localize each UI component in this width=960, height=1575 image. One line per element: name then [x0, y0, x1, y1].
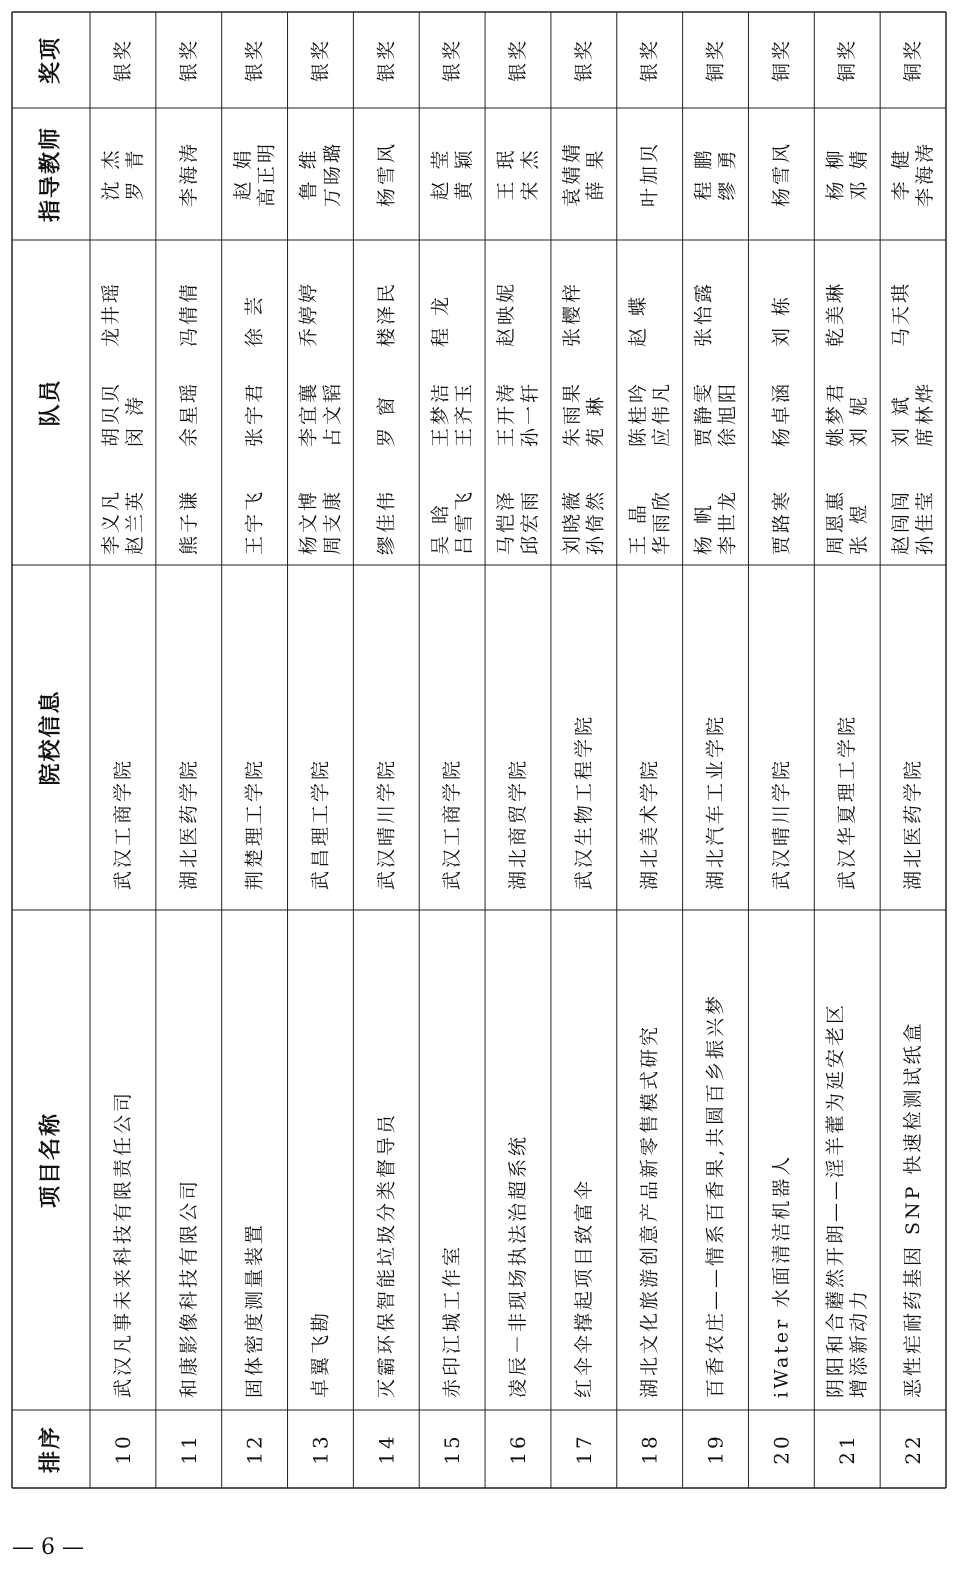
advisor-name: 鲁 维 — [297, 147, 320, 201]
school-name: 武汉生物工程学院 — [572, 713, 595, 890]
member-name: 张宇君 — [243, 380, 266, 447]
member-name: 朱雨果 — [560, 380, 583, 447]
header-project: 项目名称 — [38, 1111, 64, 1209]
advisor-name: 邓 婧 — [848, 147, 871, 201]
table-row — [693, 38, 739, 1465]
rank-cell: 11 — [176, 1433, 201, 1465]
rank-cell: 13 — [308, 1433, 333, 1465]
member-name: 苑 琳 — [584, 393, 607, 447]
member-name: 贾静雯 — [692, 380, 715, 447]
table-row — [824, 38, 870, 1465]
advisor-name: 宋 杰 — [518, 147, 541, 201]
school-name: 湖北美术学院 — [638, 757, 661, 890]
project-name: 百香农庄——情系百香果,共圆百乡振兴梦 — [704, 992, 727, 1398]
project-name: 红伞伞撑起项目致富伞 — [572, 1177, 595, 1398]
member-name: 徐旭阳 — [716, 380, 739, 447]
header-school: 院校信息 — [38, 689, 64, 786]
member-name: 李世龙 — [716, 488, 739, 555]
rank-cell: 21 — [835, 1433, 860, 1465]
project-name: 阴阳和合蘑然开朗——淫羊藿为延安老区 — [824, 1001, 847, 1398]
member-name: 熊子谦 — [177, 488, 200, 555]
member-name: 周恩惠 — [824, 488, 847, 555]
project-name: 湖北文化旅游创意产品新零售模式研究 — [638, 1023, 661, 1398]
member-name: 刘 斌 — [890, 393, 913, 447]
advisor-name: 万旸璐 — [321, 140, 344, 208]
member-name: 马天琪 — [890, 280, 913, 347]
advisor-name: 杨雪风 — [375, 140, 398, 208]
member-name: 刘 栋 — [770, 293, 793, 347]
member-name: 席林烨 — [913, 380, 936, 447]
project-name: 凌辰－非现场执法治超系统 — [507, 1133, 529, 1398]
table-row — [374, 38, 398, 1465]
rank-cell: 19 — [703, 1433, 728, 1465]
project-name: 卓翼飞勘 — [309, 1309, 332, 1398]
member-name: 占文韬 — [321, 380, 344, 447]
member-name: 王梦洁 — [429, 380, 452, 447]
member-name: 孙佳莹 — [913, 488, 936, 555]
advisor-name: 李 健 — [890, 147, 913, 201]
table-row — [495, 38, 541, 1465]
rank-cell: 17 — [571, 1433, 596, 1465]
advisor-name: 袁婧婧 — [560, 140, 583, 208]
member-name: 赵兰英 — [123, 488, 146, 555]
school-name: 湖北商贸学院 — [507, 757, 529, 890]
page-number: — 6 — — [12, 1535, 84, 1560]
project-name: 灭霸环保智能垃圾分类督导员 — [375, 1111, 398, 1398]
table-grid — [12, 12, 946, 1488]
school-name: 武汉工商学院 — [111, 757, 134, 890]
table-row — [298, 38, 344, 1465]
table-row — [890, 38, 936, 1465]
member-name: 程 龙 — [429, 293, 452, 347]
member-name: 李宜襄 — [297, 380, 320, 447]
member-name: 冯倩倩 — [177, 280, 200, 347]
table-header-row — [38, 36, 64, 1473]
advisor-name: 黄 颖 — [453, 147, 476, 201]
member-name: 王齐玉 — [453, 380, 476, 447]
school-name: 武汉华夏理工学院 — [836, 713, 859, 890]
member-name: 孙倚然 — [584, 488, 607, 555]
award-cell: 银奖 — [309, 37, 332, 83]
award-cell: 铜奖 — [902, 37, 925, 83]
award-cell: 银奖 — [507, 37, 529, 83]
advisor-name: 罗 青 — [123, 147, 146, 201]
header-award: 奖项 — [38, 35, 64, 85]
school-name: 湖北医药学院 — [902, 757, 925, 890]
award-cell: 铜奖 — [704, 37, 727, 83]
member-name: 杨 帆 — [692, 501, 715, 555]
advisor-name: 李海涛 — [913, 140, 936, 208]
advisor-name: 王 珉 — [495, 147, 518, 201]
project-name: 武汉凡事未来科技有限责任公司 — [111, 1089, 134, 1398]
award-cell: 银奖 — [111, 37, 134, 83]
rank-cell: 15 — [440, 1433, 465, 1465]
member-name: 张 煜 — [848, 501, 871, 555]
member-name: 陈桂吟 — [626, 380, 649, 447]
member-name: 贾路寒 — [770, 488, 793, 555]
member-name: 孙一轩 — [518, 380, 541, 447]
member-name: 王开涛 — [495, 380, 518, 447]
advisor-name: 程 鹏 — [692, 147, 715, 201]
rank-cell: 12 — [242, 1433, 267, 1465]
advisor-name: 赵 莹 — [429, 147, 452, 201]
member-name: 缪佳伟 — [375, 488, 398, 555]
advisor-name: 薛 果 — [584, 147, 607, 201]
project-name: 和康影像科技有限公司 — [177, 1177, 200, 1398]
school-name: 武汉工商学院 — [441, 757, 464, 890]
member-name: 赵闯闯 — [890, 488, 913, 555]
rank-cell: 18 — [637, 1433, 662, 1465]
member-name: 余星瑶 — [177, 380, 200, 447]
member-name: 马恺泽 — [495, 488, 518, 555]
header-rank: 排序 — [38, 1424, 64, 1474]
award-cell: 银奖 — [243, 37, 266, 83]
table-row — [177, 38, 201, 1465]
award-cell: 银奖 — [177, 37, 200, 83]
member-name: 刘 妮 — [848, 393, 871, 447]
member-name: 刘晓薇 — [560, 488, 583, 555]
advisor-name: 缪 勇 — [716, 147, 739, 201]
award-cell: 银奖 — [638, 37, 661, 83]
advisor-name: 高正明 — [255, 140, 278, 208]
school-name: 武汉晴川学院 — [375, 757, 398, 890]
member-name: 周支康 — [321, 488, 344, 555]
member-name: 乔婷婷 — [297, 280, 320, 347]
rank-cell: 22 — [901, 1433, 926, 1465]
school-name: 湖北汽车工业学院 — [704, 713, 727, 890]
member-name: 赵映妮 — [495, 280, 518, 347]
member-name: 杨文博 — [297, 488, 320, 555]
award-cell: 银奖 — [375, 37, 398, 83]
school-name: 武汉晴川学院 — [770, 757, 793, 890]
school-name: 荆楚理工学院 — [243, 757, 266, 890]
member-name: 胡贝贝 — [100, 380, 123, 447]
member-name: 张樱梓 — [560, 280, 583, 347]
table-body — [100, 38, 936, 1465]
member-name: 乾美琳 — [824, 280, 847, 347]
member-name: 徐 芸 — [243, 293, 266, 347]
project-name: iWater 水面清洁机器人 — [770, 1153, 793, 1398]
member-name: 李义凡 — [100, 488, 123, 555]
school-name: 武昌理工学院 — [309, 757, 332, 890]
project-name: 增添新动力 — [848, 1287, 871, 1398]
member-name: 邱宏雨 — [518, 488, 541, 555]
rank-cell: 20 — [769, 1433, 794, 1465]
advisor-name: 赵 娟 — [231, 147, 254, 201]
member-name: 姚梦君 — [824, 380, 847, 447]
member-name: 应伟凡 — [650, 380, 673, 447]
advisor-name: 杨 柳 — [824, 147, 847, 201]
table-row — [429, 38, 475, 1465]
rank-cell: 10 — [110, 1433, 135, 1465]
table-row — [627, 38, 673, 1465]
member-name: 张怡露 — [692, 280, 715, 347]
member-name: 赵 蝶 — [626, 293, 649, 347]
header-advisor: 指导教师 — [38, 125, 64, 223]
member-name: 华雨欣 — [650, 488, 673, 555]
header-members: 队员 — [38, 378, 64, 427]
award-cell: 银奖 — [441, 37, 464, 83]
member-name: 吕雪飞 — [453, 488, 476, 555]
advisor-name: 沈 杰 — [100, 147, 123, 201]
advisor-name: 杨雪风 — [770, 140, 793, 208]
member-name: 楼泽民 — [375, 280, 398, 347]
member-name: 王宇飞 — [243, 488, 266, 555]
table-row — [561, 38, 607, 1465]
rank-cell: 14 — [374, 1433, 399, 1465]
advisor-name: 叶加贝 — [638, 140, 661, 208]
member-name: 杨卓涵 — [770, 380, 793, 447]
rank-cell: 16 — [506, 1433, 530, 1465]
project-name: 赤印江城工作室 — [441, 1243, 464, 1398]
table-row — [232, 38, 278, 1465]
award-cell: 银奖 — [572, 37, 595, 83]
table-row — [769, 38, 793, 1465]
member-name: 罗 窗 — [375, 393, 398, 447]
award-cell: 铜奖 — [836, 37, 859, 83]
member-name: 龙井瑶 — [100, 280, 123, 347]
member-name: 王 晶 — [626, 501, 649, 555]
project-name: 恶性疟耐药基因 SNP 快速检测试纸盒 — [902, 1020, 925, 1398]
member-name: 吴 晗 — [429, 501, 452, 555]
advisor-name: 李海涛 — [177, 140, 200, 208]
school-name: 湖北医药学院 — [177, 757, 200, 890]
project-name: 固体密度测量装置 — [243, 1221, 266, 1398]
table-row — [100, 38, 146, 1465]
member-name: 闵 涛 — [123, 393, 146, 447]
award-cell: 铜奖 — [770, 37, 793, 83]
